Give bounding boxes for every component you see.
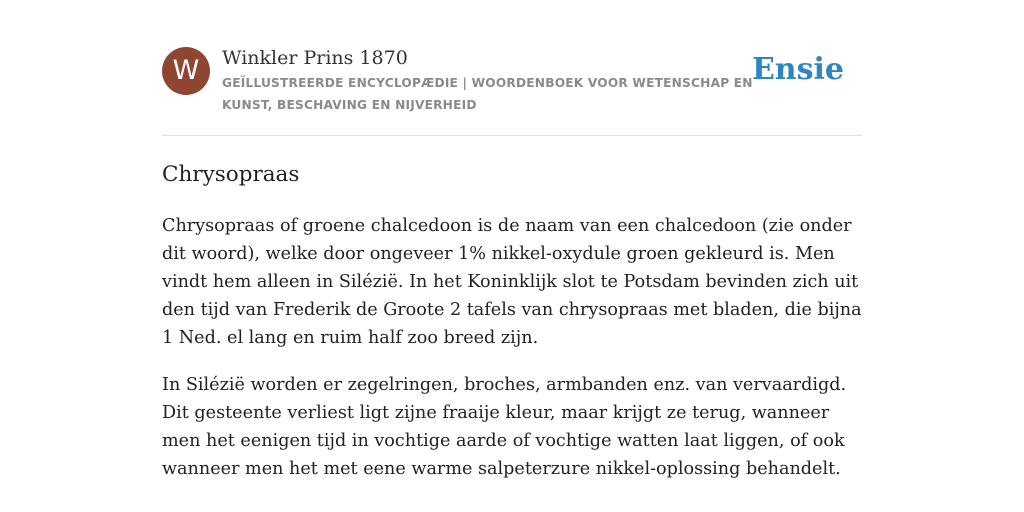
source-avatar[interactable]: W [162, 47, 210, 95]
source-title[interactable]: Winkler Prins 1870 [222, 47, 408, 69]
ensie-logo-link[interactable]: Ensie [751, 52, 844, 87]
article-paragraph-1: Chrysopraas of groene chalcedoon is de naam van een chalcedoon (zie onder dit woord), welke door ongeveer 1% nikkel-oxydule groen gekleurd is. Men vindt hem alleen in Silézië. In het Koninklijk slot te Potsdam bevinden zich uit den tijd van Frederik de Groote 2 tafels van chrysopraas met bladen, die bijna 1 Ned. el lang en ruim half zoo breed zijn. [162, 216, 862, 348]
article-body [162, 212, 867, 502]
article-title: Chrysopraas [162, 162, 300, 187]
article-paragraph-2: In Silézië worden er zegelringen, broches, armbanden enz. van vervaardigd. Dit gesteente verliest ligt zijne fraaije kleur, maar krijgt ze terug, wanneer men het eenigen tijd in vochtige aarde of vochtige watten laat liggen, of ook wanneer men het met eene warme salpeterzure nikkel-oplossing behandelt. [162, 375, 847, 479]
source-header [162, 44, 862, 136]
source-subtitle: GEÏLLUSTREERDE ENCYCLOPÆDIE | WOORDENBOEK VOOR WETENSCHAP EN KUNST, BESCHAVING EN NIJVERHEID [222, 76, 753, 112]
